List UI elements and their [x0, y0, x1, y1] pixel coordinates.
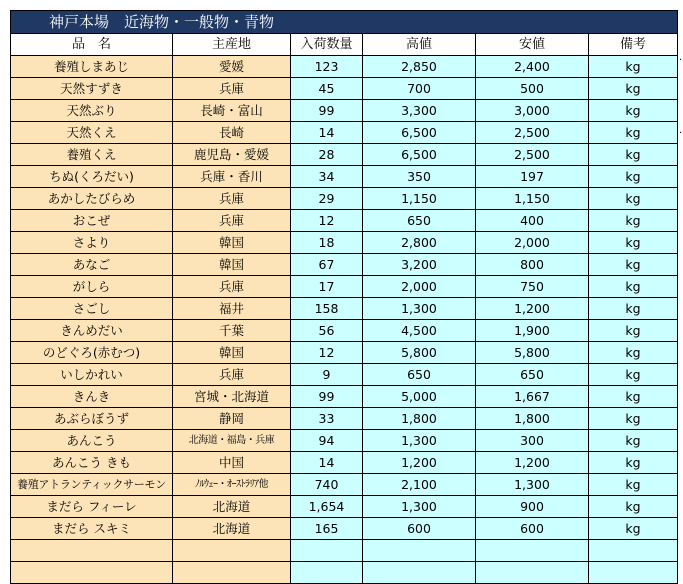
table-row [11, 408, 678, 430]
header-low-price: 安値 [476, 34, 589, 56]
cell-high-price: 700 [363, 78, 476, 100]
cell-quantity: 165 [291, 518, 363, 540]
cell-origin: 福井 [173, 298, 291, 320]
cell-low-price: 600 [476, 518, 589, 540]
cell-remarks: kg [589, 474, 678, 496]
cell-remarks: kg [589, 496, 678, 518]
cell-quantity: 18 [291, 232, 363, 254]
cell-low-price: 800 [476, 254, 589, 276]
cell-remarks [589, 540, 678, 562]
cell-remarks: kg [589, 386, 678, 408]
cell-low-price: 2,500 [476, 122, 589, 144]
cell-low-price: 1,150 [476, 188, 589, 210]
cell-item-name: さごし [11, 298, 173, 320]
cell-origin: 鹿児島・愛媛 [173, 144, 291, 166]
table-row [11, 496, 678, 518]
cell-quantity: 56 [291, 320, 363, 342]
cell-item-name: きんめだい [11, 320, 173, 342]
cell-quantity: 99 [291, 386, 363, 408]
margin-mark: · [679, 128, 683, 139]
cell-remarks: kg [589, 518, 678, 540]
cell-remarks: kg [589, 122, 678, 144]
cell-item-name: 養殖しまあじ [11, 56, 173, 78]
header-high-price: 高値 [363, 34, 476, 56]
cell-high-price: 1,150 [363, 188, 476, 210]
cell-high-price: 1,200 [363, 452, 476, 474]
margin-mark: · [679, 55, 683, 66]
cell-low-price: 750 [476, 276, 589, 298]
cell-item-name: あかしたびらめ [11, 188, 173, 210]
header-remarks: 備考 [589, 34, 678, 56]
table-row [11, 254, 678, 276]
table-row [11, 320, 678, 342]
cell-origin [173, 540, 291, 562]
cell-remarks: kg [589, 254, 678, 276]
sheet-title: 神戸本場 近海物・一般物・青物 [11, 11, 678, 34]
cell-remarks: kg [589, 408, 678, 430]
cell-quantity: 1,654 [291, 496, 363, 518]
cell-item-name: ちぬ(くろだい) [11, 166, 173, 188]
cell-quantity: 158 [291, 298, 363, 320]
table-row [11, 298, 678, 320]
cell-high-price: 5,800 [363, 342, 476, 364]
cell-high-price: 1,300 [363, 430, 476, 452]
header-quantity: 入荷数量 [291, 34, 363, 56]
cell-low-price: 3,000 [476, 100, 589, 122]
cell-origin: 韓国 [173, 254, 291, 276]
cell-low-price: 2,500 [476, 144, 589, 166]
cell-high-price: 600 [363, 518, 476, 540]
cell-high-price: 1,300 [363, 298, 476, 320]
cell-high-price: 3,200 [363, 254, 476, 276]
table-row [11, 430, 678, 452]
cell-origin: 兵庫 [173, 364, 291, 386]
cell-origin: 中国 [173, 452, 291, 474]
table-row [11, 210, 678, 232]
table-row [11, 342, 678, 364]
cell-quantity: 29 [291, 188, 363, 210]
cell-high-price: 650 [363, 210, 476, 232]
cell-high-price: 5,000 [363, 386, 476, 408]
cell-quantity: 12 [291, 210, 363, 232]
cell-remarks: kg [589, 364, 678, 386]
cell-remarks: kg [589, 276, 678, 298]
cell-item-name: 養殖くえ [11, 144, 173, 166]
cell-quantity: 34 [291, 166, 363, 188]
cell-item-name: 天然すずき [11, 78, 173, 100]
cell-quantity: 12 [291, 342, 363, 364]
cell-low-price: 900 [476, 496, 589, 518]
cell-remarks: kg [589, 298, 678, 320]
cell-remarks: kg [589, 188, 678, 210]
cell-high-price: 2,800 [363, 232, 476, 254]
cell-low-price: 2,000 [476, 232, 589, 254]
cell-high-price: 6,500 [363, 144, 476, 166]
cell-item-name: おこぜ [11, 210, 173, 232]
cell-item-name: いしかれい [11, 364, 173, 386]
cell-item-name: きんき [11, 386, 173, 408]
cell-origin: ﾉﾙｳｪｰ・ｵｰｽﾄﾗﾘｱ他 [173, 474, 291, 496]
table-row [11, 364, 678, 386]
cell-remarks: kg [589, 232, 678, 254]
cell-item-name: あぶらぼうず [11, 408, 173, 430]
cell-low-price: 300 [476, 430, 589, 452]
table-row [11, 386, 678, 408]
cell-remarks: kg [589, 430, 678, 452]
cell-low-price: 1,200 [476, 298, 589, 320]
cell-quantity: 45 [291, 78, 363, 100]
cell-low-price: 1,200 [476, 452, 589, 474]
cell-remarks: kg [589, 452, 678, 474]
cell-low-price: 400 [476, 210, 589, 232]
cell-high-price: 2,000 [363, 276, 476, 298]
table-row [11, 100, 678, 122]
cell-low-price: 650 [476, 364, 589, 386]
cell-origin: 愛媛 [173, 56, 291, 78]
cell-high-price: 2,100 [363, 474, 476, 496]
cell-origin: 長崎 [173, 122, 291, 144]
cell-quantity: 28 [291, 144, 363, 166]
price-sheet [10, 10, 678, 584]
cell-origin [173, 562, 291, 584]
price-table [10, 10, 678, 584]
cell-item-name: 天然ぶり [11, 100, 173, 122]
cell-origin: 兵庫 [173, 188, 291, 210]
table-row [11, 518, 678, 540]
cell-item-name: のどぐろ(赤むつ) [11, 342, 173, 364]
table-row [11, 452, 678, 474]
cell-quantity: 99 [291, 100, 363, 122]
cell-high-price: 2,850 [363, 56, 476, 78]
cell-remarks [589, 562, 678, 584]
cell-low-price: 500 [476, 78, 589, 100]
cell-item-name [11, 562, 173, 584]
cell-item-name: がしら [11, 276, 173, 298]
cell-origin: 韓国 [173, 232, 291, 254]
cell-origin: 静岡 [173, 408, 291, 430]
header-origin: 主産地 [173, 34, 291, 56]
cell-remarks: kg [589, 342, 678, 364]
cell-quantity: 14 [291, 122, 363, 144]
cell-origin: 兵庫・香川 [173, 166, 291, 188]
cell-origin: 兵庫 [173, 276, 291, 298]
cell-quantity [291, 540, 363, 562]
cell-origin: 北海道 [173, 518, 291, 540]
cell-remarks: kg [589, 166, 678, 188]
cell-remarks: kg [589, 78, 678, 100]
cell-remarks: kg [589, 210, 678, 232]
cell-low-price [476, 562, 589, 584]
cell-quantity: 123 [291, 56, 363, 78]
cell-origin: 兵庫 [173, 78, 291, 100]
cell-origin: 兵庫 [173, 210, 291, 232]
cell-high-price: 3,300 [363, 100, 476, 122]
cell-remarks: kg [589, 56, 678, 78]
cell-low-price: 2,400 [476, 56, 589, 78]
cell-origin: 北海道・福島・兵庫 [173, 430, 291, 452]
cell-origin: 長崎・富山 [173, 100, 291, 122]
table-row [11, 276, 678, 298]
cell-item-name: さより [11, 232, 173, 254]
cell-low-price: 1,667 [476, 386, 589, 408]
table-row [11, 78, 678, 100]
header-name: 品 名 [11, 34, 173, 56]
table-row [11, 540, 678, 562]
cell-origin: 宮城・北海道 [173, 386, 291, 408]
cell-quantity: 94 [291, 430, 363, 452]
table-row [11, 474, 678, 496]
cell-low-price: 5,800 [476, 342, 589, 364]
cell-low-price: 1,900 [476, 320, 589, 342]
table-row [11, 562, 678, 584]
cell-item-name: あんこう きも [11, 452, 173, 474]
table-row [11, 232, 678, 254]
cell-item-name: まだら スキミ [11, 518, 173, 540]
cell-origin: 北海道 [173, 496, 291, 518]
cell-quantity: 9 [291, 364, 363, 386]
cell-high-price: 1,300 [363, 496, 476, 518]
cell-quantity [291, 562, 363, 584]
cell-quantity: 14 [291, 452, 363, 474]
cell-item-name: 天然くえ [11, 122, 173, 144]
cell-origin: 韓国 [173, 342, 291, 364]
cell-remarks: kg [589, 100, 678, 122]
cell-origin: 千葉 [173, 320, 291, 342]
cell-item-name: あなご [11, 254, 173, 276]
table-row [11, 166, 678, 188]
header-row [11, 34, 678, 56]
cell-remarks: kg [589, 144, 678, 166]
table-row [11, 56, 678, 78]
cell-high-price [363, 562, 476, 584]
cell-item-name: あんこう [11, 430, 173, 452]
cell-low-price: 1,800 [476, 408, 589, 430]
cell-high-price: 350 [363, 166, 476, 188]
cell-quantity: 33 [291, 408, 363, 430]
table-row [11, 122, 678, 144]
cell-low-price: 1,300 [476, 474, 589, 496]
cell-item-name: まだら フィーレ [11, 496, 173, 518]
table-row [11, 188, 678, 210]
cell-low-price: 197 [476, 166, 589, 188]
cell-item-name [11, 540, 173, 562]
cell-high-price: 4,500 [363, 320, 476, 342]
cell-quantity: 740 [291, 474, 363, 496]
cell-high-price [363, 540, 476, 562]
cell-high-price: 650 [363, 364, 476, 386]
cell-quantity: 17 [291, 276, 363, 298]
table-row [11, 144, 678, 166]
cell-high-price: 1,800 [363, 408, 476, 430]
cell-quantity: 67 [291, 254, 363, 276]
cell-low-price [476, 540, 589, 562]
cell-item-name: 養殖アトランティックサーモン [11, 474, 173, 496]
cell-high-price: 6,500 [363, 122, 476, 144]
cell-remarks: kg [589, 320, 678, 342]
